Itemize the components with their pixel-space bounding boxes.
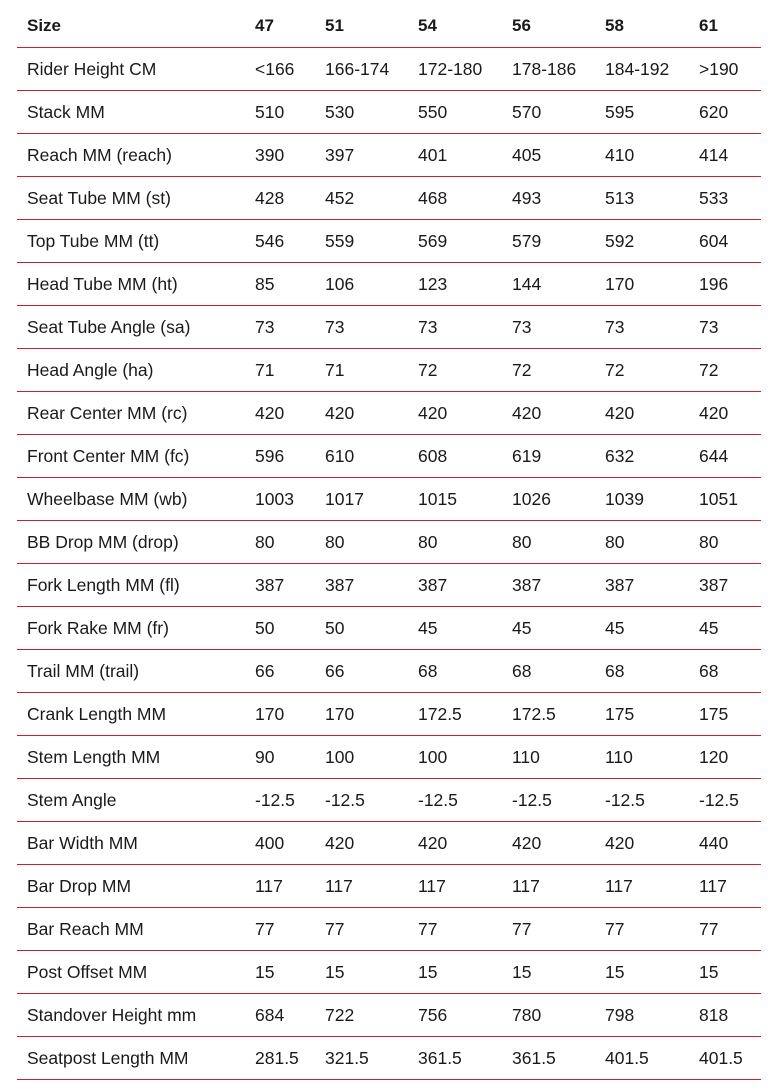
- value-cell-size-51: 80: [315, 521, 408, 564]
- value-cell-size-58: 68: [595, 650, 689, 693]
- value-cell-size-61: 387: [689, 564, 761, 607]
- value-cell-size-47: 71: [245, 349, 315, 392]
- value-cell-size-54: 72: [408, 349, 502, 392]
- row-label-cell: Stack MM: [17, 91, 245, 134]
- value-cell-size-51: 559: [315, 220, 408, 263]
- table-row: [17, 908, 761, 951]
- row-label-cell: BB Drop MM (drop): [17, 521, 245, 564]
- value-cell-size-58: 170: [595, 263, 689, 306]
- row-label-cell: Bar Drop MM: [17, 865, 245, 908]
- table-row: [17, 478, 761, 521]
- row-label-cell: Trail MM (trail): [17, 650, 245, 693]
- value-cell-size-56: 68: [502, 650, 595, 693]
- value-cell-size-51: 15: [315, 951, 408, 994]
- value-cell-size-54: 569: [408, 220, 502, 263]
- value-cell-size-47: 510: [245, 91, 315, 134]
- row-label-cell: Front Center MM (fc): [17, 435, 245, 478]
- value-cell-size-61: 644: [689, 435, 761, 478]
- value-cell-size-56: 361.5: [502, 1037, 595, 1080]
- value-cell-size-54: 401: [408, 134, 502, 177]
- value-cell-size-61: 620: [689, 91, 761, 134]
- value-cell-size-61: 120: [689, 736, 761, 779]
- value-cell-size-56: 619: [502, 435, 595, 478]
- value-cell-size-54: 550: [408, 91, 502, 134]
- table-row: [17, 1037, 761, 1080]
- table-row: [17, 994, 761, 1037]
- value-cell-size-56: 45: [502, 607, 595, 650]
- row-label-cell: Crank Length MM: [17, 693, 245, 736]
- value-cell-size-61: 818: [689, 994, 761, 1037]
- value-cell-size-51: 100: [315, 736, 408, 779]
- header-cell-size-56: 56: [502, 5, 595, 48]
- table-row: [17, 392, 761, 435]
- value-cell-size-61: 77: [689, 908, 761, 951]
- row-label-cell: Bar Reach MM: [17, 908, 245, 951]
- value-cell-size-47: 1003: [245, 478, 315, 521]
- value-cell-size-56: 405: [502, 134, 595, 177]
- value-cell-size-56: 77: [502, 908, 595, 951]
- value-cell-size-58: 72: [595, 349, 689, 392]
- value-cell-size-58: 45: [595, 607, 689, 650]
- value-cell-size-47: 77: [245, 908, 315, 951]
- value-cell-size-51: 66: [315, 650, 408, 693]
- row-label-cell: Fork Rake MM (fr): [17, 607, 245, 650]
- value-cell-size-51: 420: [315, 392, 408, 435]
- value-cell-size-51: 397: [315, 134, 408, 177]
- value-cell-size-58: 798: [595, 994, 689, 1037]
- value-cell-size-56: 15: [502, 951, 595, 994]
- value-cell-size-58: 110: [595, 736, 689, 779]
- row-label-cell: Fork Length MM (fl): [17, 564, 245, 607]
- value-cell-size-58: 184-192: [595, 48, 689, 91]
- value-cell-size-56: 1026: [502, 478, 595, 521]
- value-cell-size-56: 420: [502, 392, 595, 435]
- value-cell-size-51: 50: [315, 607, 408, 650]
- table-row: [17, 177, 761, 220]
- value-cell-size-61: >190: [689, 48, 761, 91]
- table-row: [17, 435, 761, 478]
- table-row: [17, 650, 761, 693]
- value-cell-size-58: 595: [595, 91, 689, 134]
- row-label-cell: Rider Height CM: [17, 48, 245, 91]
- value-cell-size-61: 196: [689, 263, 761, 306]
- value-cell-size-61: 604: [689, 220, 761, 263]
- value-cell-size-56: 570: [502, 91, 595, 134]
- value-cell-size-61: 414: [689, 134, 761, 177]
- value-cell-size-58: 73: [595, 306, 689, 349]
- value-cell-size-61: 45: [689, 607, 761, 650]
- row-label-cell: Wheelbase MM (wb): [17, 478, 245, 521]
- value-cell-size-56: 387: [502, 564, 595, 607]
- value-cell-size-61: 401.5: [689, 1037, 761, 1080]
- value-cell-size-61: 1051: [689, 478, 761, 521]
- value-cell-size-61: 440: [689, 822, 761, 865]
- value-cell-size-61: -12.5: [689, 779, 761, 822]
- value-cell-size-54: 420: [408, 822, 502, 865]
- value-cell-size-58: 80: [595, 521, 689, 564]
- value-cell-size-54: 68: [408, 650, 502, 693]
- value-cell-size-47: 170: [245, 693, 315, 736]
- value-cell-size-58: -12.5: [595, 779, 689, 822]
- table-row: [17, 48, 761, 91]
- value-cell-size-47: 66: [245, 650, 315, 693]
- header-cell-size-54: 54: [408, 5, 502, 48]
- value-cell-size-47: 80: [245, 521, 315, 564]
- row-label-cell: Seatpost Length MM: [17, 1037, 245, 1080]
- value-cell-size-58: 420: [595, 392, 689, 435]
- value-cell-size-54: 172-180: [408, 48, 502, 91]
- value-cell-size-51: -12.5: [315, 779, 408, 822]
- table-row: [17, 693, 761, 736]
- value-cell-size-51: 106: [315, 263, 408, 306]
- row-label-cell: Bar Width MM: [17, 822, 245, 865]
- value-cell-size-54: -12.5: [408, 779, 502, 822]
- value-cell-size-58: 77: [595, 908, 689, 951]
- value-cell-size-58: 632: [595, 435, 689, 478]
- value-cell-size-51: 71: [315, 349, 408, 392]
- value-cell-size-54: 172.5: [408, 693, 502, 736]
- table-row: [17, 91, 761, 134]
- value-cell-size-56: 172.5: [502, 693, 595, 736]
- header-cell-size-51: 51: [315, 5, 408, 48]
- value-cell-size-47: 117: [245, 865, 315, 908]
- header-cell-size-61: 61: [689, 5, 761, 48]
- value-cell-size-61: 73: [689, 306, 761, 349]
- value-cell-size-54: 387: [408, 564, 502, 607]
- value-cell-size-51: 77: [315, 908, 408, 951]
- value-cell-size-54: 756: [408, 994, 502, 1037]
- row-label-cell: Stem Angle: [17, 779, 245, 822]
- row-label-cell: Seat Tube Angle (sa): [17, 306, 245, 349]
- table-header: [17, 5, 761, 48]
- value-cell-size-54: 420: [408, 392, 502, 435]
- value-cell-size-51: 117: [315, 865, 408, 908]
- table-body: [17, 48, 761, 1080]
- row-label-cell: Rear Center MM (rc): [17, 392, 245, 435]
- value-cell-size-51: 610: [315, 435, 408, 478]
- value-cell-size-51: 73: [315, 306, 408, 349]
- value-cell-size-54: 100: [408, 736, 502, 779]
- value-cell-size-47: 281.5: [245, 1037, 315, 1080]
- value-cell-size-47: -12.5: [245, 779, 315, 822]
- table-row: [17, 865, 761, 908]
- value-cell-size-56: 110: [502, 736, 595, 779]
- value-cell-size-56: 144: [502, 263, 595, 306]
- row-label-cell: Top Tube MM (tt): [17, 220, 245, 263]
- value-cell-size-54: 117: [408, 865, 502, 908]
- value-cell-size-58: 401.5: [595, 1037, 689, 1080]
- value-cell-size-56: -12.5: [502, 779, 595, 822]
- value-cell-size-61: 15: [689, 951, 761, 994]
- value-cell-size-54: 45: [408, 607, 502, 650]
- row-label-cell: Post Offset MM: [17, 951, 245, 994]
- value-cell-size-51: 1017: [315, 478, 408, 521]
- value-cell-size-54: 1015: [408, 478, 502, 521]
- table-row: [17, 607, 761, 650]
- value-cell-size-47: 684: [245, 994, 315, 1037]
- value-cell-size-54: 77: [408, 908, 502, 951]
- table-row: [17, 349, 761, 392]
- value-cell-size-51: 321.5: [315, 1037, 408, 1080]
- header-cell-size-47: 47: [245, 5, 315, 48]
- value-cell-size-61: 117: [689, 865, 761, 908]
- value-cell-size-61: 80: [689, 521, 761, 564]
- value-cell-size-47: 596: [245, 435, 315, 478]
- value-cell-size-61: 72: [689, 349, 761, 392]
- table-row: [17, 220, 761, 263]
- row-label-cell: Seat Tube MM (st): [17, 177, 245, 220]
- value-cell-size-58: 513: [595, 177, 689, 220]
- value-cell-size-58: 117: [595, 865, 689, 908]
- header-cell-size-58: 58: [595, 5, 689, 48]
- value-cell-size-56: 72: [502, 349, 595, 392]
- value-cell-size-54: 608: [408, 435, 502, 478]
- row-label-cell: Stem Length MM: [17, 736, 245, 779]
- table-row: [17, 263, 761, 306]
- value-cell-size-58: 1039: [595, 478, 689, 521]
- table-row: [17, 736, 761, 779]
- value-cell-size-47: 387: [245, 564, 315, 607]
- value-cell-size-51: 530: [315, 91, 408, 134]
- value-cell-size-47: 85: [245, 263, 315, 306]
- table-row: [17, 306, 761, 349]
- table-row: [17, 822, 761, 865]
- value-cell-size-58: 420: [595, 822, 689, 865]
- value-cell-size-56: 780: [502, 994, 595, 1037]
- value-cell-size-54: 468: [408, 177, 502, 220]
- table-row: [17, 951, 761, 994]
- value-cell-size-56: 579: [502, 220, 595, 263]
- value-cell-size-58: 387: [595, 564, 689, 607]
- row-label-cell: Reach MM (reach): [17, 134, 245, 177]
- value-cell-size-56: 178-186: [502, 48, 595, 91]
- value-cell-size-61: 68: [689, 650, 761, 693]
- value-cell-size-51: 452: [315, 177, 408, 220]
- table-row: [17, 134, 761, 177]
- value-cell-size-51: 722: [315, 994, 408, 1037]
- value-cell-size-54: 80: [408, 521, 502, 564]
- value-cell-size-47: 73: [245, 306, 315, 349]
- row-label-cell: Head Tube MM (ht): [17, 263, 245, 306]
- value-cell-size-47: 50: [245, 607, 315, 650]
- value-cell-size-54: 123: [408, 263, 502, 306]
- value-cell-size-56: 80: [502, 521, 595, 564]
- value-cell-size-58: 410: [595, 134, 689, 177]
- value-cell-size-51: 170: [315, 693, 408, 736]
- header-cell-size-label: Size: [17, 5, 245, 48]
- value-cell-size-61: 533: [689, 177, 761, 220]
- value-cell-size-51: 420: [315, 822, 408, 865]
- value-cell-size-58: 15: [595, 951, 689, 994]
- table-row: [17, 564, 761, 607]
- header-row: [17, 5, 761, 48]
- value-cell-size-51: 166-174: [315, 48, 408, 91]
- value-cell-size-47: 428: [245, 177, 315, 220]
- value-cell-size-47: 90: [245, 736, 315, 779]
- value-cell-size-54: 15: [408, 951, 502, 994]
- value-cell-size-47: 546: [245, 220, 315, 263]
- value-cell-size-47: <166: [245, 48, 315, 91]
- value-cell-size-61: 175: [689, 693, 761, 736]
- value-cell-size-47: 420: [245, 392, 315, 435]
- row-label-cell: Standover Height mm: [17, 994, 245, 1037]
- value-cell-size-56: 117: [502, 865, 595, 908]
- row-label-cell: Head Angle (ha): [17, 349, 245, 392]
- geometry-table: [17, 5, 761, 1080]
- value-cell-size-51: 387: [315, 564, 408, 607]
- value-cell-size-47: 390: [245, 134, 315, 177]
- value-cell-size-54: 73: [408, 306, 502, 349]
- value-cell-size-58: 592: [595, 220, 689, 263]
- value-cell-size-47: 15: [245, 951, 315, 994]
- value-cell-size-58: 175: [595, 693, 689, 736]
- value-cell-size-54: 361.5: [408, 1037, 502, 1080]
- table-row: [17, 521, 761, 564]
- value-cell-size-56: 420: [502, 822, 595, 865]
- value-cell-size-56: 493: [502, 177, 595, 220]
- value-cell-size-56: 73: [502, 306, 595, 349]
- table-row: [17, 779, 761, 822]
- value-cell-size-61: 420: [689, 392, 761, 435]
- value-cell-size-47: 400: [245, 822, 315, 865]
